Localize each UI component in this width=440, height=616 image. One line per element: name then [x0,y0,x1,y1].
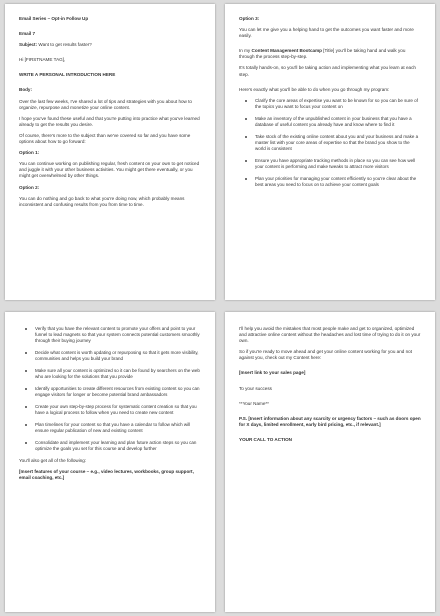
document-page-3 [5,312,215,612]
email-number: Email 7 [19,31,36,37]
list-item: Create your own step-by-step process for systematic content creation so that you have a logical process to follow when you need to create new content [19,404,201,416]
intro-instruction: WRITE A PERSONAL INTRODUCTION HERE [19,72,116,78]
document-page-2 [225,4,435,300]
body-paragraph: Of course, there's more to the subject than we've covered so far and you have some options about how to go forward: [19,132,191,145]
signature: **Your Name** [239,400,269,406]
call-to-action: YOUR CALL TO ACTION [239,436,292,442]
list-item: Verify that you have the relevant content to promote your offers and point to your funnel to lead magnets so that your system connects potential customers smoothly through their buying journey [19,326,201,344]
list-item: Plan timelines for your content so that you have a calendar to follow which will ensure regular publication of new and existing content [19,422,201,434]
subject-text: Want to get results faster? [38,42,92,48]
list-item: Clarify the core areas of expertise you want to be known for so you can be sure of the topics you want to focus your content on [239,98,421,110]
list-item: Ensure you have appropriate tracking methods in place so you can see how well your content is performing and make tweaks to attract more visitors [239,158,421,170]
option-3-text: You can let me give you a helping hand to get the outcomes you want faster and more easily. [239,27,414,39]
list-item: Identify opportunities to create different resources from existing content so you can engage visitors for longer or become potential brand ambassadors [19,386,201,398]
also-get-line: You'll also get all of the following: [19,458,87,463]
closing-paragraph: I'll help you avoid the mistakes that most people make and get to organized, optimized and attractive online content without the headaches and lost time of trying to do it on your own. [239,326,421,344]
document-page-1 [5,4,215,300]
body-paragraph: Over the last few weeks, I've shared a lot of tips and strategies with you about how to organize, repurpose and monetize your online content. [19,98,192,110]
postscript: P.S. [Insert information about any scarcity or urgency factors – such as doors open for X days, limited enrollment, early bird pricing, etc., if relevant.] [239,415,421,427]
body-label: Body: [19,87,33,93]
document-page-4 [225,312,435,612]
option-1-label: Option 1: [19,150,40,156]
sales-page-link[interactable]: [Insert link to your sales page] [239,370,306,376]
benefits-list-continued [19,326,201,452]
option-1-text: You can continue working on publishing regular, fresh content on your own to get noticed and juggle it with your other business activities. You might get there eventually, or you might get overwhelmed by other things. [19,161,200,179]
list-item: Make sure all your content is optimized so it can be found by searchers on the web who are looking for the solutions that you provide [19,368,201,380]
option-2-label: Option 2: [19,184,40,190]
list-item: Plan your priorities for managing your content efficiently so you're clear about the best areas you need to focus on to achieve your content goals [239,176,421,188]
option-2-text: You can do nothing and go back to what you're doing now, which probably means inconsistent and confusing results from you from time to time. [19,195,185,207]
course-features-placeholder: [Insert features of your course – e.g., video lectures, workbooks, group support, email coaching, etc.] [19,469,194,481]
option-3-label: Option 3: [239,16,260,21]
greeting: Hi [FIRSTNAME TAG], [19,57,66,63]
list-item: Take stock of the existing online content about you and your business and make a master list with your core areas of expertise so that the brand you show to the world is consistent [239,134,421,152]
course-intro-2: It's totally hands-on, so you'll be taking action and implementing what you learn at each step. [239,65,416,77]
benefits-lead: Here's exactly what you'll be able to do when you go through my program: [239,86,390,92]
series-heading: Email Series – Opt-in Follow Up [19,16,89,21]
list-item: Consolidate and implement your learning and plan future action steps so you can optimize the goals you set for this course and develop further [19,440,201,452]
sign-off: To your success [239,385,272,391]
course-intro [239,48,421,60]
course-name: Content Management Bootcamp [251,48,322,54]
closing-paragraph: So if you're ready to move ahead and get your online content working for you and not against you, check out my Content here: [239,349,412,361]
course-intro-pre: In my [239,48,252,54]
subject-line [19,42,201,48]
list-item: Make an inventory of the unpublished content in your business that you have a database of useful content you already have and know where to find it [239,116,421,128]
subject-label: Subject: [19,42,38,48]
benefits-list [239,98,421,188]
list-item: Decide what content is worth updating or repurposing so that it gets more visibility, communities and helps you build your brand [19,350,201,362]
body-paragraph: I hope you've found these useful and that you're putting into practice what you've learned already to get the results you desire. [19,115,200,127]
course-intro-post: [Title] you'll be taking hand and walk you through the process step-by-step. [239,48,406,60]
